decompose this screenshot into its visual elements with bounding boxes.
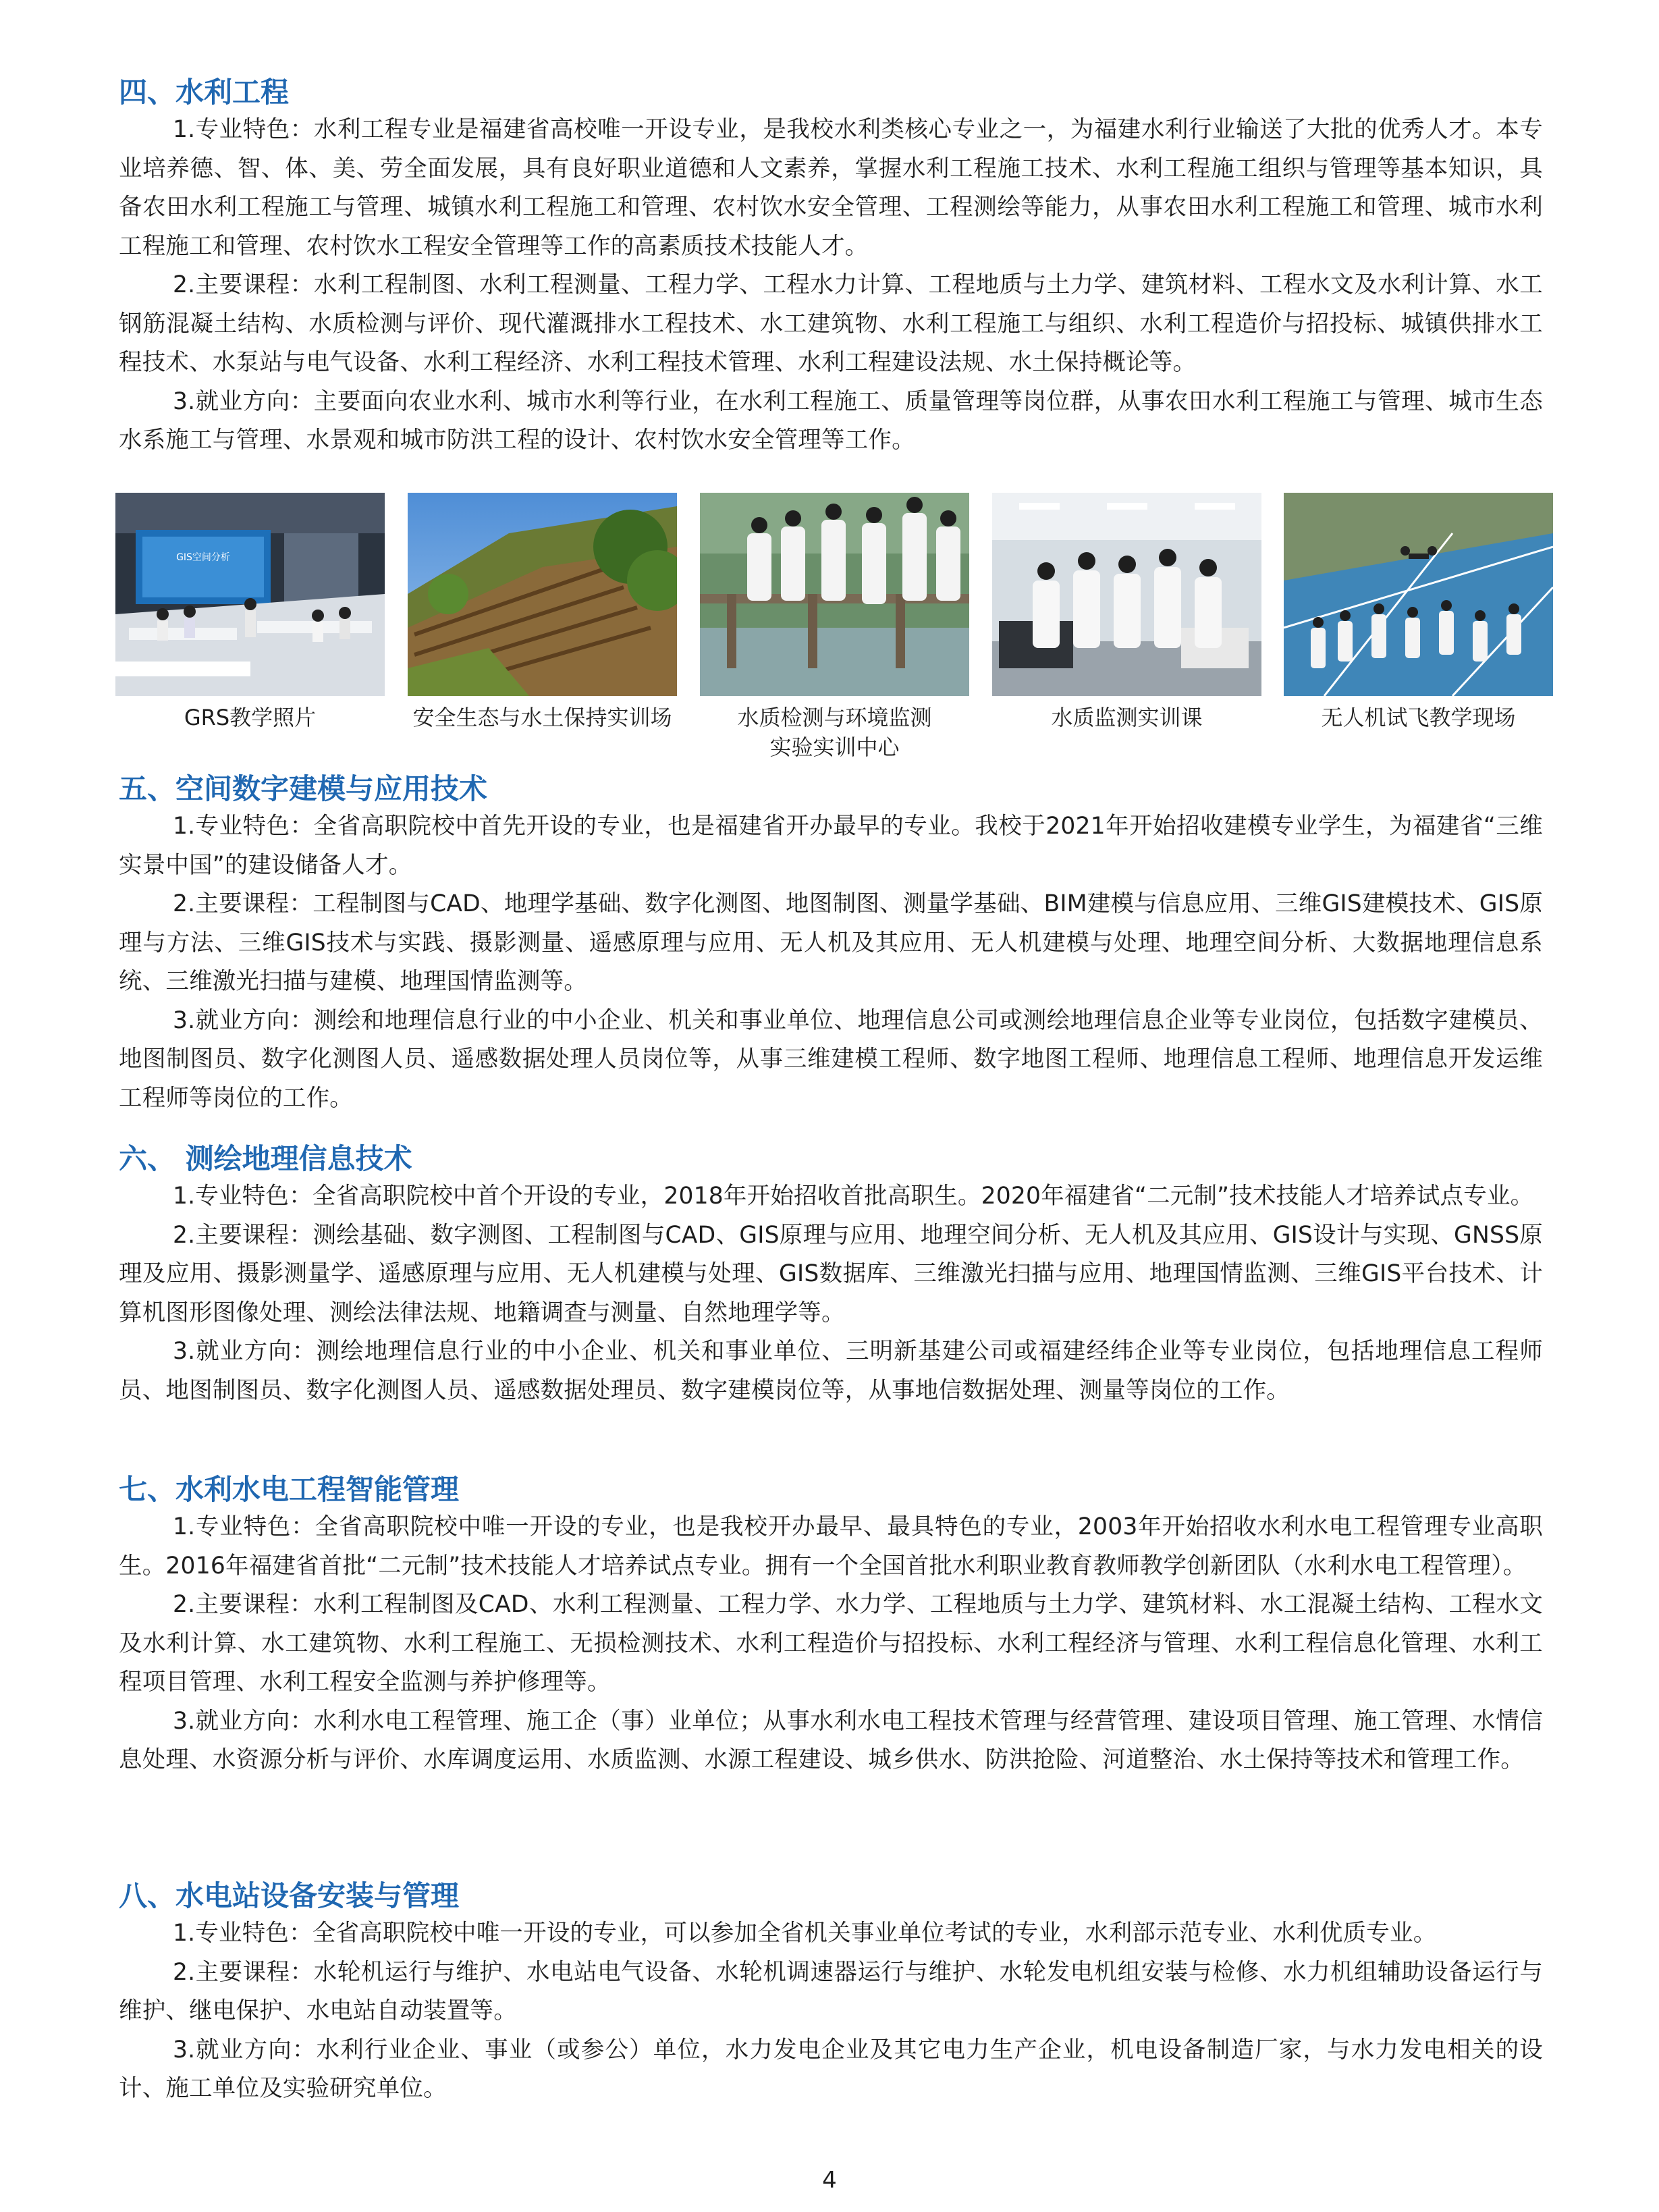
section-heading: 六、 测绘地理信息技术 xyxy=(119,1142,412,1175)
photo-strip xyxy=(115,493,1553,776)
paragraph-features: 1.专业特色：全省高职院校中首个开设的专业，2018年开始招收首批高职生。2020年福建省“二元制”技术技能人才培养试点专业。 xyxy=(173,1183,1534,1210)
section-heading: 五、空间数字建模与应用技术 xyxy=(119,772,488,805)
paragraph-features: 1.专业特色：全省高职院校中唯一开设的专业，也是我校开办最早、最具特色的专业，2003年开始招收水利水电工程管理专业高职生。2016年福建省首批“二元制”技术技能人才培养试点专业。拥有一个全国首批水利职业教育教师教学创新团队（水利水电工程管理）。 xyxy=(119,1513,1543,1580)
section-heading: 七、水利水电工程智能管理 xyxy=(119,1473,460,1506)
photo-water-quality-center xyxy=(700,493,969,762)
photo-caption: 水质监测实训课 xyxy=(1051,705,1203,730)
paragraph-features: 1.专业特色：全省高职院校中首先开设的专业，也是福建省开办最早的专业。我校于2021年开始招收建模专业学生，为福建省“三维实景中国”的建设储备人才。 xyxy=(119,813,1543,879)
drone-court-image xyxy=(1284,493,1553,696)
paragraph-features: 1.专业特色：水利工程专业是福建省高校唯一开设专业，是我校水利类核心专业之一，为福建水利行业输送了大批的优秀人才。本专业培养德、智、体、美、劳全面发展，具有良好职业道德和人文素养，掌握水利工程施工技术、水利工程施工组织与管理等基本知识，具备农田水利工程施工与管理、城镇水利工程施工和管理、农村饮水安全管理、工程测绘等能力，从事农田水利工程施工和管理、城市水利工程施工和管理、农村饮水工程安全管理等工作的高素质技术技能人才。 xyxy=(119,116,1543,260)
paragraph-features: 1.专业特色：全省高职院校中唯一开设的专业，可以参加全省机关事业单位考试的专业，水利部示范专业、水利优质专业。 xyxy=(173,1920,1437,1947)
lab-class-image xyxy=(992,493,1261,696)
paragraph-employment: 3.就业方向：测绘地理信息行业的中小企业、机关和事业单位、三明新基建公司或福建经纬企业等专业岗位，包括地理信息工程师员、地图制图员、数字化测图人员、遥感数据处理员、数字建模岗位等，从事地信数据处理、测量等岗位的工作。 xyxy=(119,1338,1543,1404)
paragraph-courses: 2.主要课程：工程制图与CAD、地理学基础、数字化测图、地图制图、测量学基础、BIM建模与信息应用、三维GIS建模技术、GIS原理与方法、三维GIS技术与实践、摄影测量、遥感原理与应用、无人机及其应用、无人机建模与处理、地理空间分析、大数据地理信息系统、三维激光扫描与建模、地理国情监测等。 xyxy=(119,890,1543,995)
section-heading: 四、水利工程 xyxy=(119,76,290,109)
paragraph-employment: 3.就业方向：主要面向农业水利、城市水利等行业，在水利工程施工、质量管理等岗位群，从事农田水利工程施工与管理、城市生态水系施工与管理、水景观和城市防洪工程的设计、农村饮水安全管理等工作。 xyxy=(119,387,1543,454)
photo-drone-flight xyxy=(1284,493,1553,732)
photo-caption: GRS教学照片 xyxy=(184,705,317,730)
terraced-slope-image xyxy=(408,493,677,696)
photo-caption: 无人机试飞教学现场 xyxy=(1321,705,1516,730)
section-heading: 八、水电站设备安装与管理 xyxy=(119,1879,460,1912)
section-hydropower-equipment xyxy=(119,1878,1543,2109)
classroom-image xyxy=(115,493,385,696)
paragraph-courses: 2.主要课程：水轮机运行与维护、水电站电气设备、水轮机调速器运行与维护、水轮发电机组安装与检修、水力机组辅助设备运行与维护、继电保护、水电站自动装置等。 xyxy=(119,1958,1543,2024)
photo-water-monitoring-class xyxy=(992,493,1261,732)
paragraph-courses: 2.主要课程：测绘基础、数字测图、工程制图与CAD、GIS原理与应用、地理空间分析、无人机及其应用、GIS设计与实现、GNSS原理及应用、摄影测量学、遥感原理与应用、无人机建模与处理、GIS数据库、三维激光扫描与应用、地理国情监测、三维GIS平台技术、计算机图形图像处理、测绘法律法规、地籍调查与测量、自然地理学等。 xyxy=(119,1221,1543,1326)
paragraph-courses: 2.主要课程：水利工程制图及CAD、水利工程测量、工程力学、水力学、工程地质与土力学、建筑材料、水工混凝土结构、工程水文及水利计算、水工建筑物、水利工程施工、无损检测技术、水利工程造价与招投标、水利工程经济与管理、水利工程信息化管理、水利工程项目管理、水利工程安全监测与养护修理等。 xyxy=(119,1591,1543,1696)
photo-ecology-training-field xyxy=(408,493,677,732)
paragraph-courses: 2.主要课程：水利工程制图、水利工程测量、工程力学、工程水力计算、工程地质与土力学、建筑材料、工程水文及水利计算、水工钢筋混凝土结构、水质检测与评价、现代灌溉排水工程技术、水工建筑物、水利工程施工与组织、水利工程造价与招投标、城镇供排水工程技术、水泵站与电气设备、水利工程经济、水利工程技术管理、水利工程建设法规、水土保持概论等。 xyxy=(119,271,1543,376)
page-number: 4 xyxy=(822,2167,837,2194)
section-spatial-digital-modeling xyxy=(119,771,1543,1118)
section-surveying-geoinformation xyxy=(119,1141,1543,1410)
photo-grs-teaching xyxy=(115,493,385,732)
waterside-students-image xyxy=(700,493,969,696)
section-hydropower-intelligent-management xyxy=(119,1472,1543,1780)
section-hydraulic-engineering xyxy=(119,74,1543,460)
paragraph-employment: 3.就业方向：水利水电工程管理、施工企（事）业单位；从事水利水电工程技术管理与经营管理、建设项目管理、施工管理、水情信息处理、水资源分析与评价、水库调度运用、水质监测、水源工程建设、城乡供水、防洪抢险、河道整治、水土保持等技术和管理工作。 xyxy=(119,1707,1543,1773)
screen-text: GIS空间分析 xyxy=(176,552,230,563)
photo-caption: 安全生态与水土保持实训场 xyxy=(412,705,672,730)
photo-caption: 水质检测与环境监测 实验实训中心 xyxy=(737,705,932,760)
paragraph-employment: 3.就业方向：测绘和地理信息行业的中小企业、机关和事业单位、地理信息公司或测绘地理信息企业等专业岗位，包括数字建模员、地图制图员、数字化测图人员、遥感数据处理人员岗位等，从事三维建模工程师、数字地图工程师、地理信息工程师、地理信息开发运维工程师等岗位的工作。 xyxy=(119,1006,1543,1112)
paragraph-employment: 3.就业方向：水利行业企业、事业（或参公）单位，水力发电企业及其它电力生产企业，机电设备制造厂家，与水力发电相关的设计、施工单位及实验研究单位。 xyxy=(119,2036,1543,2102)
